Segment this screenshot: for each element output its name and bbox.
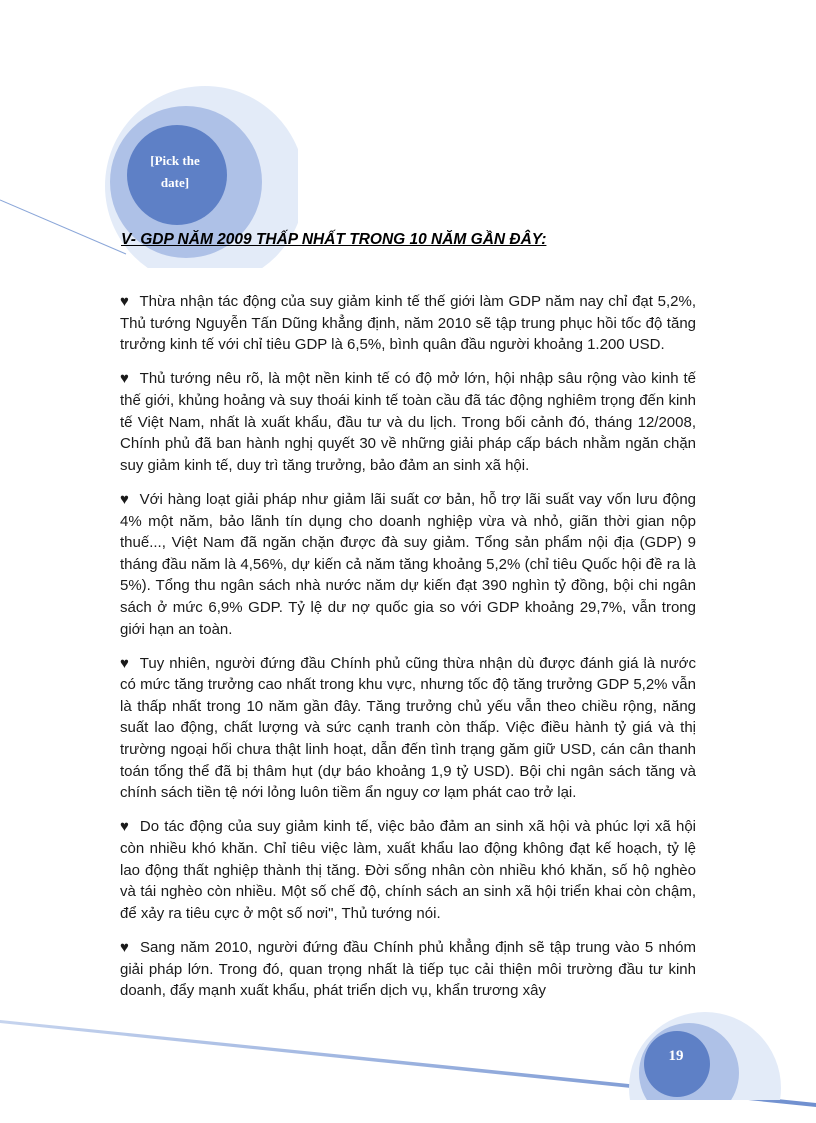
paragraph [120, 653, 696, 804]
date-placeholder-line1: [Pick the [150, 153, 200, 168]
heart-bullet-icon: ♥ [120, 818, 130, 836]
paragraph-text: Với hàng loạt giải pháp như giảm lãi suất cơ bản, hỗ trợ lãi suất vay vốn lưu động 4% một năm, bảo lãnh tín dụng cho doanh nghiệp vừa và nhỏ, giãn thời gian nộp thuế..., Việt Nam đã ngăn chặn được đà suy giảm. Tổng sản phẩm nội địa (GDP) 9 tháng đầu năm là 4,56%, dự kiến cả năm tăng khoảng 5,2% (chỉ tiêu Quốc hội đề ra là 5%). Tổng thu ngân sách nhà nước năm dự kiến đạt 390 nghìn tỷ đồng, bội chi ngân sách ở mức 6,9% GDP. Tỷ lệ dư nợ quốc gia so với GDP khoảng 29,7%, vẫn trong giới hạn an toàn. [120, 490, 697, 638]
paragraph-text: Sang năm 2010, người đứng đầu Chính phủ khẳng định sẽ tập trung vào 5 nhóm giải pháp lớn. Trong đó, quan trọng nhất là tiếp tục cải thiện môi trường đầu tư kinh doanh, đẩy mạnh xuất khẩu, phát triển dịch vụ, khẩn trương xây [120, 939, 697, 1000]
paragraph [120, 816, 696, 924]
paragraph-text: Tuy nhiên, người đứng đầu Chính phủ cũng thừa nhận dù được đánh giá là nước có mức tăng trưởng cao nhất trong khu vực, nhưng tốc độ tăng trưởng GDP 5,2% vẫn là thấp nhất trong 10 năm gần đây. Tăng trưởng chủ yếu vẫn theo chiều rộng, năng suất lao động, chất lượng và sức cạnh tranh còn thấp. Việc điều hành tỷ giá và thị trường ngoại hối chưa thật linh hoạt, dẫn đến tình trạng găm giữ USD, cán cân thanh toán tổng thể đã bị thâm hụt (dự báo khoảng 1,9 tỷ USD). Bội chi ngân sách tăng và chính sách tiền tệ nới lỏng luôn tiềm ẩn nguy cơ lạm phát cao trở lại. [120, 654, 696, 802]
page-number-circles [629, 1012, 781, 1123]
body-text [120, 291, 696, 1014]
heart-bullet-icon: ♥ [120, 654, 130, 672]
heart-bullet-icon: ♥ [120, 939, 131, 956]
date-placeholder[interactable] [133, 150, 217, 194]
section-heading: V- GDP NĂM 2009 THẤP NHẤT TRONG 10 NĂM GẦN ĐÂY: [121, 231, 547, 248]
paragraph-text: Thừa nhận tác động của suy giảm kinh tế thế giới làm GDP năm nay chỉ đạt 5,2%, Thủ tướng Nguyễn Tấn Dũng khẳng định, năm 2010 sẽ tập trung phục hồi tốc độ tăng trưởng kinh tế với chỉ tiêu GDP là 6,5%, bình quân đầu người khoảng 1.200 USD. [120, 293, 696, 354]
paragraph-text: Thủ tướng nêu rõ, là một nền kinh tế có độ mở lớn, hội nhập sâu rộng vào kinh tế thế giới, khủng hoảng và suy thoái kinh tế toàn cầu đã tác động nghiêm trọng đến kinh tế Việt Nam, nhất là xuất khẩu, đầu tư và du lịch. Trong bối cảnh đó, tháng 12/2008, Chính phủ đã ban hành nghị quyết 30 về những giải pháp cấp bách nhằm ngăn chặn suy giảm kinh tế, duy trì tăng trưởng, bảo đảm an sinh xã hội. [120, 370, 697, 474]
paragraph [120, 937, 696, 1002]
date-placeholder-line2: date] [160, 175, 190, 190]
heart-bullet-icon: ♥ [120, 293, 130, 310]
paragraph [120, 291, 696, 356]
paragraph [120, 489, 696, 640]
corner-line-top [0, 200, 126, 254]
paragraph-text: Do tác động của suy giảm kinh tế, việc bảo đảm an sinh xã hội và phúc lợi xã hội còn nhiều khó khăn. Chỉ tiêu việc làm, xuất khẩu lao động không đạt kế hoạch, tỷ lệ lao động thất nghiệp thành thị tăng. Đời sống nhân còn nhiều khó khăn, số hộ nghèo và tái nghèo còn nhiều. Một số chế độ, chính sách an sinh xã hội triển khai còn chậm, để xảy ra tiêu cực ở một số nơi", Thủ tướng nói. [120, 818, 696, 922]
heart-bullet-icon: ♥ [120, 370, 130, 388]
heart-bullet-icon: ♥ [120, 490, 130, 508]
paragraph [120, 368, 696, 476]
page-number: 19 [668, 1048, 684, 1064]
